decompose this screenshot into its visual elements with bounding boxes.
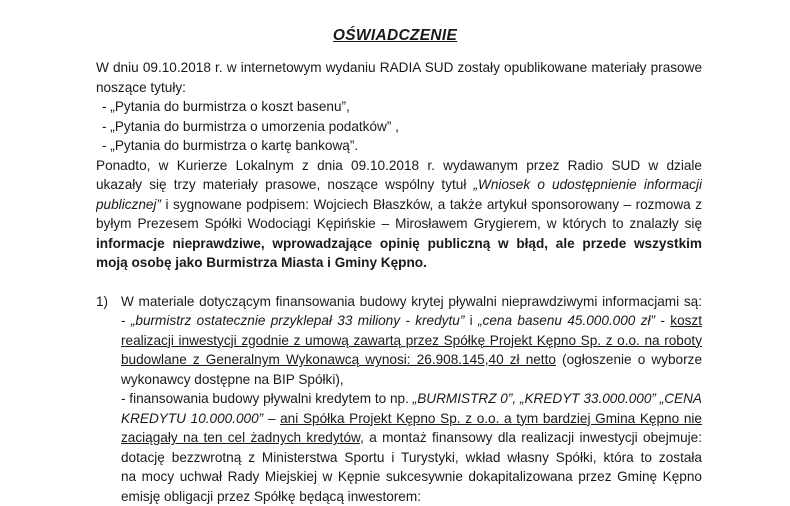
underlined-run: ani Spółka Projekt Kępno Sp. z o.o. a tym bardziej Gmina Kępno nie — [280, 411, 702, 426]
text-run: i sygnowane podpisem: Wojciech Błaszków, a także artykuł sponsorowany – rozmowa z — [161, 197, 702, 212]
italic-quote-run: KREDYTU 10.000.000” — [121, 411, 263, 426]
bullet-item: - „Pytania do burmistrza o koszt basenu”, — [96, 97, 702, 117]
paragraph-gap — [96, 273, 702, 292]
text-run: ukazały się trzy materiały prasowe, noszące wspólny tytuł — [96, 177, 474, 192]
text-run: - finansowania budowy pływalni kredytem to np. — [121, 391, 413, 406]
item-1-line-4 — [121, 350, 702, 370]
underlined-run: zaciągały na ten cel żadnych kredytów — [121, 430, 360, 445]
item-1-line-7 — [121, 409, 702, 429]
bullet-item: - „Pytania do burmistrza o kartę bankową”. — [96, 136, 702, 156]
item-1-line-9: dotację bezzwrotną z Ministerstwa Sportu i Turystyki, wkład własny Spółki, która to została — [121, 448, 702, 468]
text-run: (ogłoszenie o wyborze — [556, 352, 702, 367]
numbered-item-1 — [96, 292, 702, 506]
paragraph-2-line-6: moją osobę jako Burmistrza Miasta i Gminy Kępno. — [96, 253, 702, 273]
text-run: – — [263, 411, 280, 426]
item-number: 1) — [96, 292, 108, 312]
underlined-run: koszt — [670, 313, 702, 328]
bullet-item: - „Pytania do burmistrza o umorzenia podatków” , — [96, 117, 702, 137]
italic-quote-run: „BURMISTRZ 0”, „KREDYT 33.000.000” „CENA — [413, 391, 702, 406]
item-1-line-1: W materiale dotyczącym finansowania budowy krytej pływalni nieprawdziwymi informacjami są: — [121, 292, 702, 312]
paragraph-2-line-3 — [96, 195, 702, 215]
text-run: i — [464, 313, 478, 328]
paragraph-1-line-2: noszące tytuły: — [96, 78, 702, 98]
text-run: - — [655, 313, 670, 328]
paragraph-1-line-1: W dniu 09.10.2018 r. w internetowym wydaniu RADIA SUD zostały opublikowane materiały prasowe — [96, 58, 702, 78]
italic-quote-run: „cena basenu 45.000.000 zł” — [478, 313, 655, 328]
document-body — [96, 58, 702, 506]
italic-title-run: publicznej” — [96, 197, 161, 212]
underlined-run: budowlane z Generalnym Wykonawcą wynosi: 26.908.145,40 zł netto — [121, 352, 556, 367]
item-1-line-5: wykonawcy dostępne na BIP Spółki), — [121, 370, 702, 390]
item-1-line-8 — [121, 428, 702, 448]
text-run: , a montaż finansowy dla realizacji inwestycji obejmuje: — [360, 430, 702, 445]
italic-title-run: „Wniosek o udostępnienie informacji — [474, 177, 702, 192]
paragraph-2-line-1: Ponadto, w Kurierze Lokalnym z dnia 09.10.2018 r. wydawanym przez Radio SUD w dziale — [96, 156, 702, 176]
paragraph-2-line-2 — [96, 175, 702, 195]
italic-quote-run: „burmistrz ostatecznie przyklepał 33 miliony - kredytu” — [131, 313, 464, 328]
text-run: - — [121, 313, 131, 328]
paragraph-2-line-5: informacje nieprawdziwe, wprowadzające opinię publiczną w błąd, ale przede wszystkim — [96, 234, 702, 254]
document-title: OŚWIADCZENIE — [0, 26, 790, 46]
item-1-line-3: realizacji inwestycji zgodnie z umową zawartą przez Spółkę Projekt Kępno Sp. z o.o. na roboty — [121, 331, 702, 351]
item-1-line-10: na mocy uchwał Rady Miejskiej w Kępnie sukcesywnie dokapitalizowana przez Gminę Kępno — [121, 467, 702, 487]
item-1-line-6 — [121, 389, 702, 409]
item-1-line-2 — [121, 311, 702, 331]
item-1-line-11: emisję obligacji przez Spółkę będącą inwestorem: — [121, 487, 702, 506]
paragraph-2-line-4: byłym Prezesem Spółki Wodociągi Kępińskie – Mirosławem Grygierem, w których to znalazły się — [96, 214, 702, 234]
